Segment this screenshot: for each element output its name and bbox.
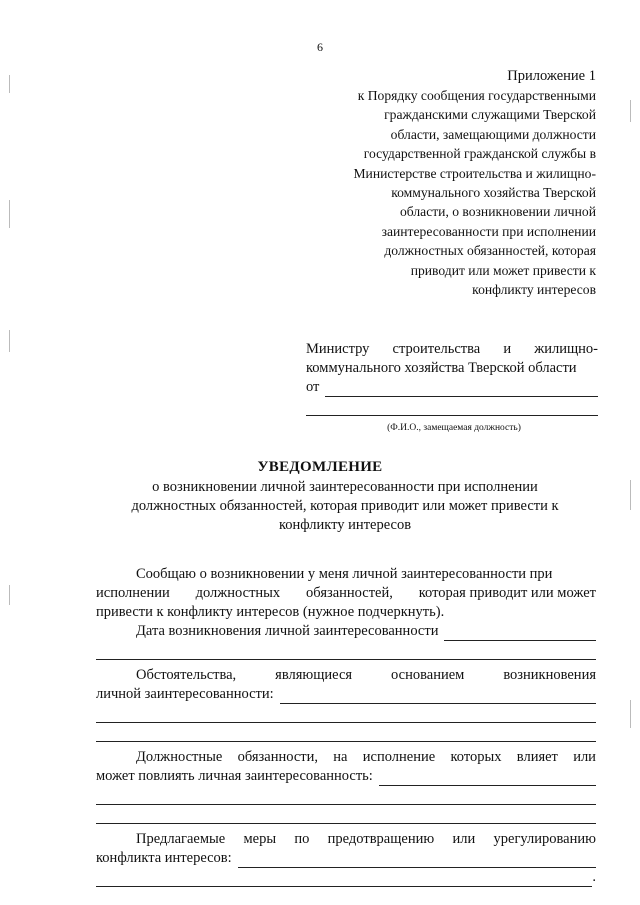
- scan-edge-mark: [630, 100, 631, 122]
- addressee-caption: (Ф.И.О., замещаемая должность): [387, 423, 521, 433]
- page-number: 6: [317, 40, 323, 54]
- scan-edge-mark: [630, 700, 631, 728]
- paragraph-word: исполнении: [96, 585, 170, 601]
- appendix-line: гражданскими служащими Тверской: [384, 107, 596, 123]
- measures-label: конфликта интересов:: [96, 850, 232, 866]
- appendix-line: коммунального хозяйства Тверской: [391, 185, 596, 201]
- measures-word: урегулированию: [493, 831, 596, 847]
- date-field: [96, 622, 596, 641]
- duties-field: [96, 767, 596, 786]
- paragraph-word: которая приводит или может: [418, 585, 596, 601]
- circumstances-input-line[interactable]: [280, 689, 596, 704]
- appendix-line: области, замещающими должности: [390, 126, 596, 142]
- circumstances-field: [96, 685, 596, 704]
- circumstances-word: возникновения: [503, 667, 596, 683]
- paragraph-1-line-2: [96, 584, 596, 603]
- measures-input-line[interactable]: [238, 853, 596, 868]
- appendix-line: приводит или может привести к: [410, 262, 596, 278]
- addressee-word: строительства: [392, 341, 481, 357]
- date-input-line[interactable]: [444, 626, 596, 641]
- addressee-word: и: [503, 341, 512, 357]
- paragraph-text: Сообщаю о возникновении у меня личной заинтересованности при: [136, 566, 553, 582]
- end-dot: .: [592, 869, 596, 885]
- paragraph-1-line-1: [96, 565, 596, 584]
- appendix-line: к Порядку сообщения государственными: [357, 88, 596, 103]
- duties-word: обязанности,: [237, 749, 318, 765]
- duties-line-1: [96, 748, 596, 767]
- duties-input-line-3[interactable]: [96, 805, 596, 824]
- addressee-block: [306, 340, 598, 438]
- duties-word: исполнение: [362, 749, 436, 765]
- measures-word: по: [294, 831, 310, 847]
- scan-edge-mark: [9, 330, 10, 352]
- circumstances-input-line-3[interactable]: [96, 723, 596, 742]
- appendix-title: Приложение 1: [507, 68, 596, 84]
- duties-word: которых: [450, 749, 502, 765]
- scan-edge-mark: [9, 200, 10, 228]
- notice-subtitle: [100, 478, 590, 535]
- duties-label: может повлиять личная заинтересованность:: [96, 768, 373, 784]
- circumstances-word: Обстоятельства,: [136, 667, 237, 683]
- scan-edge-mark: [9, 75, 10, 93]
- appendix-line: государственной гражданской службы в: [363, 146, 596, 162]
- subtitle-line: должностных обязанностей, которая приводит или может привести к: [131, 498, 559, 514]
- paragraph-1-line-3: привести к конфликту интересов (нужное подчеркнуть).: [96, 604, 445, 620]
- duties-word: на: [333, 749, 348, 765]
- from-field: [306, 378, 598, 397]
- duties-input-line[interactable]: [379, 771, 596, 786]
- duties-input-line-2[interactable]: [96, 786, 596, 805]
- scan-edge-mark: [9, 585, 10, 605]
- addressee-word: жилищно-: [534, 341, 598, 357]
- measures-word: Предлагаемые: [136, 831, 226, 847]
- subtitle-line: о возникновении личной заинтересованности при исполнении: [152, 479, 538, 495]
- measures-input-line-2[interactable]: [96, 868, 592, 887]
- measures-word: предотвращению: [327, 831, 435, 847]
- appendix-line: области, о возникновении личной: [400, 204, 596, 220]
- appendix-description: [318, 86, 596, 299]
- subtitle-line: конфликту интересов: [278, 517, 412, 533]
- appendix-line: Министерстве строительства и жилищно-: [353, 165, 596, 181]
- paragraph-word: обязанностей,: [306, 585, 393, 601]
- circumstances-line-1: [96, 666, 596, 685]
- circumstances-label: личной заинтересованности:: [96, 686, 274, 702]
- circumstances-input-line-2[interactable]: [96, 704, 596, 723]
- date-input-line-2[interactable]: [96, 641, 596, 660]
- addressee-line-1: [306, 340, 598, 359]
- measures-word: меры: [243, 831, 277, 847]
- from-label: от: [306, 379, 320, 395]
- notice-title: УВЕДОМЛЕНИЕ: [257, 459, 383, 475]
- date-label: Дата возникновения личной заинтересованности: [136, 623, 439, 639]
- measures-field: [96, 849, 596, 868]
- circumstances-word: основанием: [391, 667, 465, 683]
- notice-body: [96, 565, 596, 887]
- appendix-line: конфликту интересов: [472, 282, 596, 298]
- duties-word: или: [573, 749, 596, 765]
- measures-word: или: [452, 831, 476, 847]
- addressee-word: Министру: [306, 341, 370, 357]
- duties-word: влияет: [516, 749, 558, 765]
- from-input-line[interactable]: [325, 382, 598, 397]
- appendix-line: заинтересованности при исполнении: [381, 223, 596, 239]
- appendix-line: должностных обязанностей, которая: [384, 243, 596, 259]
- scan-edge-mark: [630, 480, 631, 510]
- duties-word: Должностные: [136, 749, 223, 765]
- paragraph-word: должностных: [195, 585, 281, 601]
- measures-final-line-row: [96, 868, 596, 887]
- measures-line-1: [96, 830, 596, 849]
- position-input-line[interactable]: [306, 397, 598, 416]
- addressee-line-2: коммунального хозяйства Тверской области: [306, 360, 577, 376]
- circumstances-word: являющиеся: [275, 667, 353, 683]
